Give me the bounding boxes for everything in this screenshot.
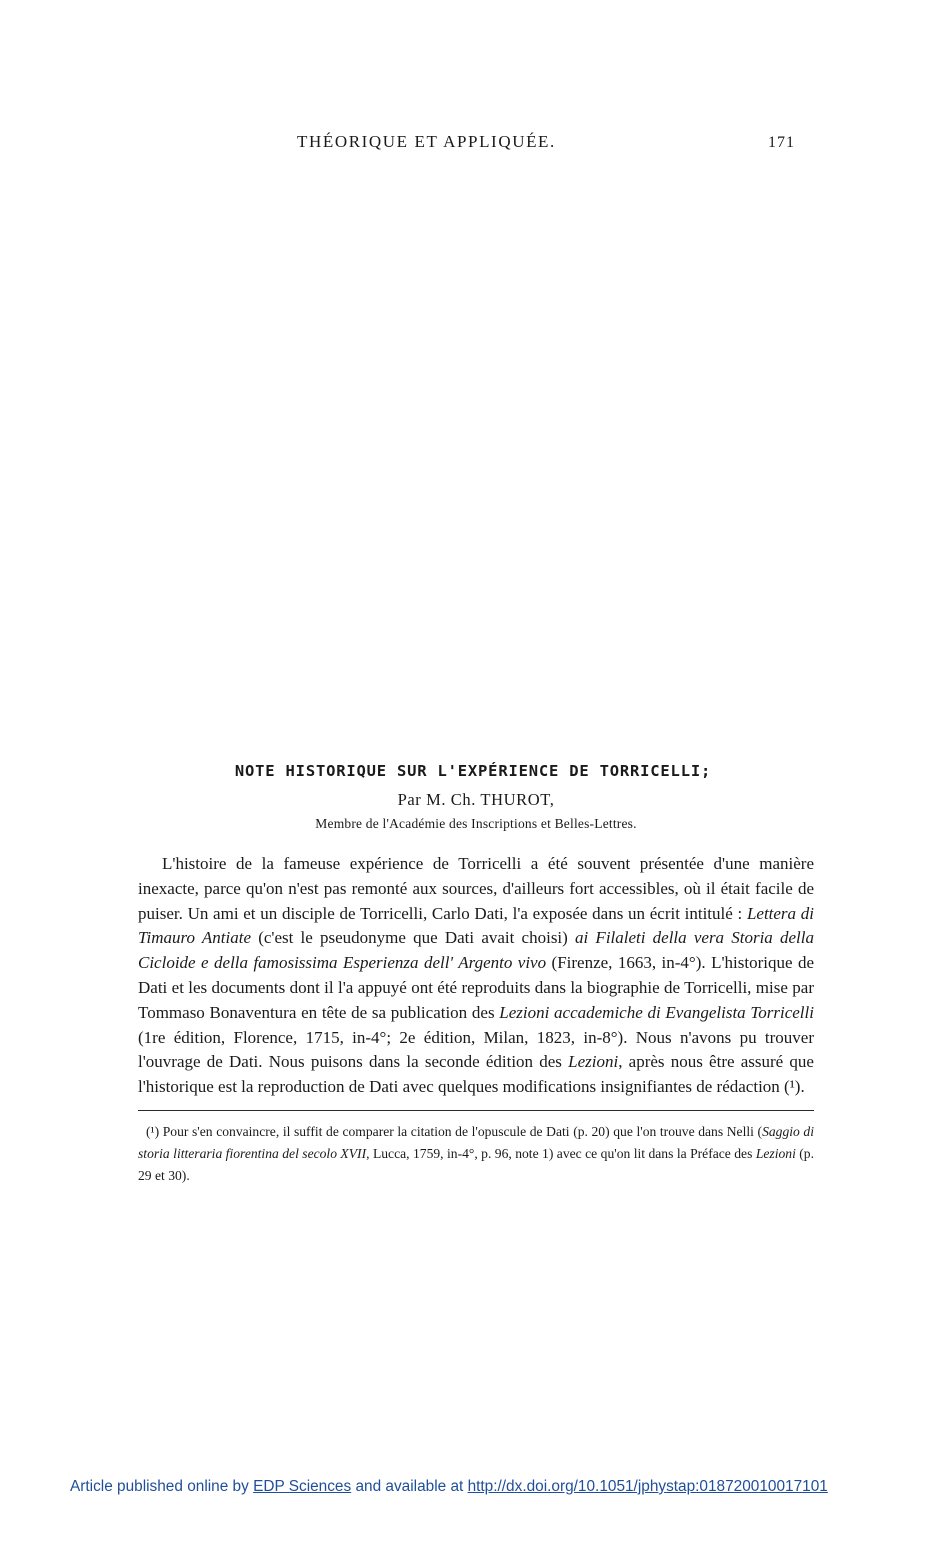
italic-title-lezioni-accademiche: Lezioni accademiche di Evangelista Torricelli bbox=[499, 1002, 814, 1022]
footnote bbox=[138, 1121, 814, 1187]
body-text-segment: , après nous être assuré que l'historique est la reproduction de Dati avec quelques modifications insignifiantes de rédaction (¹). bbox=[138, 1052, 814, 1097]
footnote-text-segment: (p. 29 et 30). bbox=[138, 1145, 814, 1183]
running-head bbox=[0, 132, 930, 154]
article-title: NOTE HISTORIQUE SUR L'EXPÉRIENCE DE TORRICELLI; bbox=[234, 762, 712, 780]
author-affiliation: Membre de l'Académie des Inscriptions et Belles-Lettres. bbox=[315, 816, 637, 831]
edp-sciences-link[interactable]: EDP Sciences bbox=[253, 1478, 352, 1495]
body-text-segment: (c'est le pseudonyme que Dati avait choisi) bbox=[251, 928, 576, 948]
body-text-segment: (Firenze, 1663, in-4°). L'historique de Dati et les documents dont il l'a appuyé ont été reproduits dans la biographie de Torricelli, mise par Tommaso Bonaventura en tête de sa publication des bbox=[138, 953, 814, 1022]
running-title: THÉORIQUE ET APPLIQUÉE. bbox=[297, 132, 556, 151]
footnote-italic-saggio: Saggio di storia litteraria fiorentina del secolo XVII bbox=[138, 1123, 815, 1161]
italic-title-lettera: Lettera di Timauro Antiate bbox=[138, 903, 814, 948]
publisher-middle: and available at bbox=[351, 1478, 468, 1495]
footnote-rule bbox=[138, 1110, 814, 1111]
italic-title-lezioni: Lezioni bbox=[568, 1052, 619, 1072]
article bbox=[138, 762, 814, 1187]
doi-link[interactable]: http://dx.doi.org/10.1051/jphystap:018720010017101 bbox=[467, 1478, 828, 1495]
publisher-prefix: Article published online by bbox=[70, 1478, 254, 1495]
page-number: 171 bbox=[768, 134, 795, 151]
italic-title-filaleti: ai Filaleti della vera Storia della Cicloide e della famosissima Esperienza dell' Argento vivo bbox=[138, 928, 814, 973]
footnote-italic-lezioni: Lezioni bbox=[755, 1145, 796, 1161]
body-text-segment: L'histoire de la fameuse expérience de Torricelli a été souvent présentée d'une manière inexacte, parce qu'on n'est pas remonté aux sources, d'ailleurs fort accessibles, où il était facile de puiser. Un ami et un disciple de Torricelli, Carlo Dati, l'a exposée dans un écrit intitulé : bbox=[138, 854, 814, 923]
publisher-line bbox=[70, 1478, 930, 1496]
body-text-segment: (1re édition, Florence, 1715, in-4°; 2e édition, Milan, 1823, in-8°). Nous n'avons pu trouver l'ouvrage de Dati. Nous puisons dans la seconde édition des bbox=[138, 1027, 814, 1072]
author-line: Par M. Ch. THUROT, bbox=[397, 790, 555, 809]
body-paragraph bbox=[138, 852, 814, 1100]
footnote-text-segment: , Lucca, 1759, in-4°, p. 96, note 1) avec ce qu'on lit dans la Préface des bbox=[366, 1145, 756, 1161]
footnote-text-segment: (¹) Pour s'en convaincre, il suffit de comparer la citation de l'opuscule de Dati (p. 20) que l'on trouve dans Nelli ( bbox=[146, 1123, 763, 1139]
